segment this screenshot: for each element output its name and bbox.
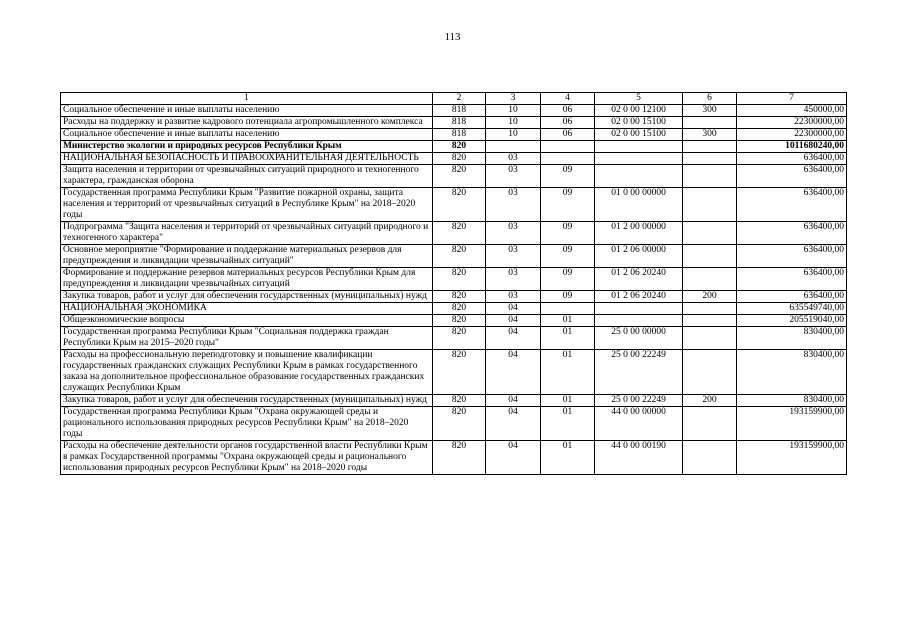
- row-subsection-code: 09: [541, 222, 595, 245]
- row-name: Министерство экологии и природных ресурсов Республики Крым: [61, 141, 433, 153]
- row-expense-type: [683, 117, 737, 129]
- table-row: [61, 441, 847, 475]
- table-row: [61, 315, 847, 327]
- row-target-code: 25 0 00 22249: [595, 395, 683, 407]
- row-expense-type: [683, 268, 737, 291]
- row-target-code: 02 0 00 15100: [595, 129, 683, 141]
- row-section-code: 03: [486, 165, 541, 188]
- table-row: [61, 129, 847, 141]
- row-expense-type: [683, 315, 737, 327]
- row-name: Закупка товаров, работ и услуг для обеспечения государственных (муниципальных) нужд: [61, 291, 433, 303]
- row-name: Расходы на поддержку и развитие кадрового потенциала агропромышленного комплекса: [61, 117, 433, 129]
- row-amount: 636400,00: [737, 222, 847, 245]
- row-name: Государственная программа Республики Крым "Охрана окружающей среды и рационального использования природных ресурсов Республики Крым" на 2018–2020 годы: [61, 407, 433, 441]
- row-expense-type: [683, 222, 737, 245]
- row-amount: 830400,00: [737, 327, 847, 350]
- row-target-code: 25 0 00 00000: [595, 327, 683, 350]
- row-section-code: 04: [486, 327, 541, 350]
- table-row: [61, 268, 847, 291]
- row-expense-type: [683, 407, 737, 441]
- row-expense-type: 300: [683, 129, 737, 141]
- row-amount: 205519040,00: [737, 315, 847, 327]
- table-header-row: [61, 93, 847, 105]
- row-target-code: [595, 315, 683, 327]
- row-subsection-code: 09: [541, 188, 595, 222]
- row-name: Государственная программа Республики Крым "Развитие пожарной охраны, защита населения и территорий от чрезвычайных ситуаций в Республике Крым" на 2018–2020 годы: [61, 188, 433, 222]
- header-col-1: 1: [61, 93, 433, 105]
- row-section-code: 04: [486, 441, 541, 475]
- row-subsection-code: 09: [541, 268, 595, 291]
- row-target-code: 25 0 00 22249: [595, 350, 683, 395]
- row-target-code: [595, 303, 683, 315]
- header-col-3: 3: [486, 93, 541, 105]
- row-section-code: 03: [486, 268, 541, 291]
- table-row: [61, 327, 847, 350]
- row-section-code: 03: [486, 245, 541, 268]
- row-target-code: 02 0 00 15100: [595, 117, 683, 129]
- row-amount: 636400,00: [737, 188, 847, 222]
- row-subsection-code: [541, 153, 595, 165]
- row-subsection-code: 06: [541, 117, 595, 129]
- row-expense-type: [683, 327, 737, 350]
- row-subsection-code: 01: [541, 395, 595, 407]
- header-col-5: 5: [595, 93, 683, 105]
- row-subsection-code: 01: [541, 350, 595, 395]
- row-subsection-code: [541, 141, 595, 153]
- row-expense-type: [683, 441, 737, 475]
- row-expense-type: [683, 165, 737, 188]
- row-subsection-code: 06: [541, 129, 595, 141]
- row-expense-type: [683, 350, 737, 395]
- row-section-code: [486, 141, 541, 153]
- row-amount: 830400,00: [737, 395, 847, 407]
- row-gr-code: 820: [433, 395, 486, 407]
- row-name: Закупка товаров, работ и услуг для обеспечения государственных (муниципальных) нужд: [61, 395, 433, 407]
- row-subsection-code: 09: [541, 165, 595, 188]
- row-expense-type: 200: [683, 395, 737, 407]
- row-target-code: 44 0 00 00000: [595, 407, 683, 441]
- header-col-7: 7: [737, 93, 847, 105]
- row-section-code: 04: [486, 315, 541, 327]
- row-gr-code: 820: [433, 268, 486, 291]
- row-expense-type: [683, 245, 737, 268]
- row-amount: 636400,00: [737, 268, 847, 291]
- table-row: [61, 245, 847, 268]
- row-gr-code: 818: [433, 129, 486, 141]
- row-expense-type: 300: [683, 105, 737, 117]
- row-subsection-code: 09: [541, 245, 595, 268]
- row-gr-code: 818: [433, 105, 486, 117]
- table-row: [61, 117, 847, 129]
- header-col-6: 6: [683, 93, 737, 105]
- row-expense-type: [683, 188, 737, 222]
- table-row: [61, 395, 847, 407]
- row-amount: 1011680240,00: [737, 141, 847, 153]
- table-row: [61, 141, 847, 153]
- row-target-code: 01 0 00 00000: [595, 188, 683, 222]
- row-amount: 636400,00: [737, 165, 847, 188]
- row-target-code: [595, 153, 683, 165]
- row-target-code: [595, 141, 683, 153]
- row-name: Государственная программа Республики Крым "Социальная поддержка граждан Республики Крым на 2015–2020 годы": [61, 327, 433, 350]
- row-subsection-code: 01: [541, 315, 595, 327]
- row-gr-code: 820: [433, 165, 486, 188]
- row-amount: 636400,00: [737, 291, 847, 303]
- row-name: Социальное обеспечение и иные выплаты населению: [61, 129, 433, 141]
- row-target-code: 44 0 00 00190: [595, 441, 683, 475]
- row-target-code: 01 2 06 20240: [595, 291, 683, 303]
- row-name: Социальное обеспечение и иные выплаты населению: [61, 105, 433, 117]
- row-expense-type: [683, 303, 737, 315]
- table-row: [61, 188, 847, 222]
- row-target-code: 01 2 00 00000: [595, 222, 683, 245]
- row-amount: 830400,00: [737, 350, 847, 395]
- table-row: [61, 303, 847, 315]
- row-amount: 636400,00: [737, 153, 847, 165]
- row-name: Основное мероприятие "Формирование и поддержание материальных резервов для предупреждения и ликвидации чрезвычайных ситуаций": [61, 245, 433, 268]
- table-row: [61, 222, 847, 245]
- row-name: Расходы на профессиональную переподготовку и повышение квалификации государственных гражданских служащих Республики Крым в рамках государственного заказа на дополнительное профессиональное образование государственных гражданских служащих Республики Крым: [61, 350, 433, 395]
- row-gr-code: 820: [433, 350, 486, 395]
- row-subsection-code: 09: [541, 291, 595, 303]
- row-target-code: 01 2 06 00000: [595, 245, 683, 268]
- row-section-code: 10: [486, 105, 541, 117]
- row-amount: 450000,00: [737, 105, 847, 117]
- row-gr-code: 820: [433, 188, 486, 222]
- table-row: [61, 105, 847, 117]
- row-section-code: 10: [486, 129, 541, 141]
- page-number: 113: [444, 31, 461, 43]
- row-gr-code: 820: [433, 222, 486, 245]
- row-gr-code: 820: [433, 291, 486, 303]
- header-col-2: 2: [433, 93, 486, 105]
- row-name: Защита населения и территории от чрезвычайных ситуаций природного и техногенного характера, гражданская оборона: [61, 165, 433, 188]
- row-section-code: 03: [486, 291, 541, 303]
- row-target-code: 02 0 00 12100: [595, 105, 683, 117]
- row-gr-code: 820: [433, 327, 486, 350]
- budget-table: [60, 92, 847, 475]
- row-subsection-code: 01: [541, 407, 595, 441]
- row-section-code: 03: [486, 222, 541, 245]
- row-target-code: 01 2 06 20240: [595, 268, 683, 291]
- row-subsection-code: 06: [541, 105, 595, 117]
- row-amount: 193159900,00: [737, 407, 847, 441]
- table-row: [61, 165, 847, 188]
- row-name: Формирование и поддержание резервов материальных ресурсов Республики Крым для предупреждения и ликвидации чрезвычайных ситуаций: [61, 268, 433, 291]
- row-section-code: 04: [486, 303, 541, 315]
- row-name: Подпрограмма "Защита населения и территорий от чрезвычайных ситуаций природного и техногенного характера": [61, 222, 433, 245]
- row-target-code: [595, 165, 683, 188]
- row-name: НАЦИОНАЛЬНАЯ БЕЗОПАСНОСТЬ И ПРАВООХРАНИТЕЛЬНАЯ ДЕЯТЕЛЬНОСТЬ: [61, 153, 433, 165]
- row-subsection-code: 01: [541, 441, 595, 475]
- row-section-code: 04: [486, 395, 541, 407]
- table-row: [61, 153, 847, 165]
- row-gr-code: 820: [433, 153, 486, 165]
- row-amount: 635549740,00: [737, 303, 847, 315]
- row-amount: 636400,00: [737, 245, 847, 268]
- row-section-code: 03: [486, 188, 541, 222]
- row-gr-code: 820: [433, 303, 486, 315]
- row-expense-type: [683, 153, 737, 165]
- row-name: Общеэкономические вопросы: [61, 315, 433, 327]
- row-gr-code: 820: [433, 407, 486, 441]
- row-section-code: 03: [486, 153, 541, 165]
- row-gr-code: 818: [433, 117, 486, 129]
- row-gr-code: 820: [433, 141, 486, 153]
- row-section-code: 04: [486, 407, 541, 441]
- table-row: [61, 407, 847, 441]
- row-expense-type: 200: [683, 291, 737, 303]
- table-row: [61, 350, 847, 395]
- row-gr-code: 820: [433, 441, 486, 475]
- row-gr-code: 820: [433, 315, 486, 327]
- row-name: Расходы на обеспечение деятельности органов государственной власти Республики Крым в рамках Государственной программы "Охрана окружающей среды и рационального использования природных ресурсов Республики Крым" на 2018–2020 годы: [61, 441, 433, 475]
- header-col-4: 4: [541, 93, 595, 105]
- row-expense-type: [683, 141, 737, 153]
- row-amount: 22300000,00: [737, 129, 847, 141]
- table-row: [61, 291, 847, 303]
- row-amount: 193159900,00: [737, 441, 847, 475]
- row-name: НАЦИОНАЛЬНАЯ ЭКОНОМИКА: [61, 303, 433, 315]
- row-gr-code: 820: [433, 245, 486, 268]
- row-amount: 22300000,00: [737, 117, 847, 129]
- row-subsection-code: [541, 303, 595, 315]
- row-section-code: 10: [486, 117, 541, 129]
- row-section-code: 04: [486, 350, 541, 395]
- row-subsection-code: 01: [541, 327, 595, 350]
